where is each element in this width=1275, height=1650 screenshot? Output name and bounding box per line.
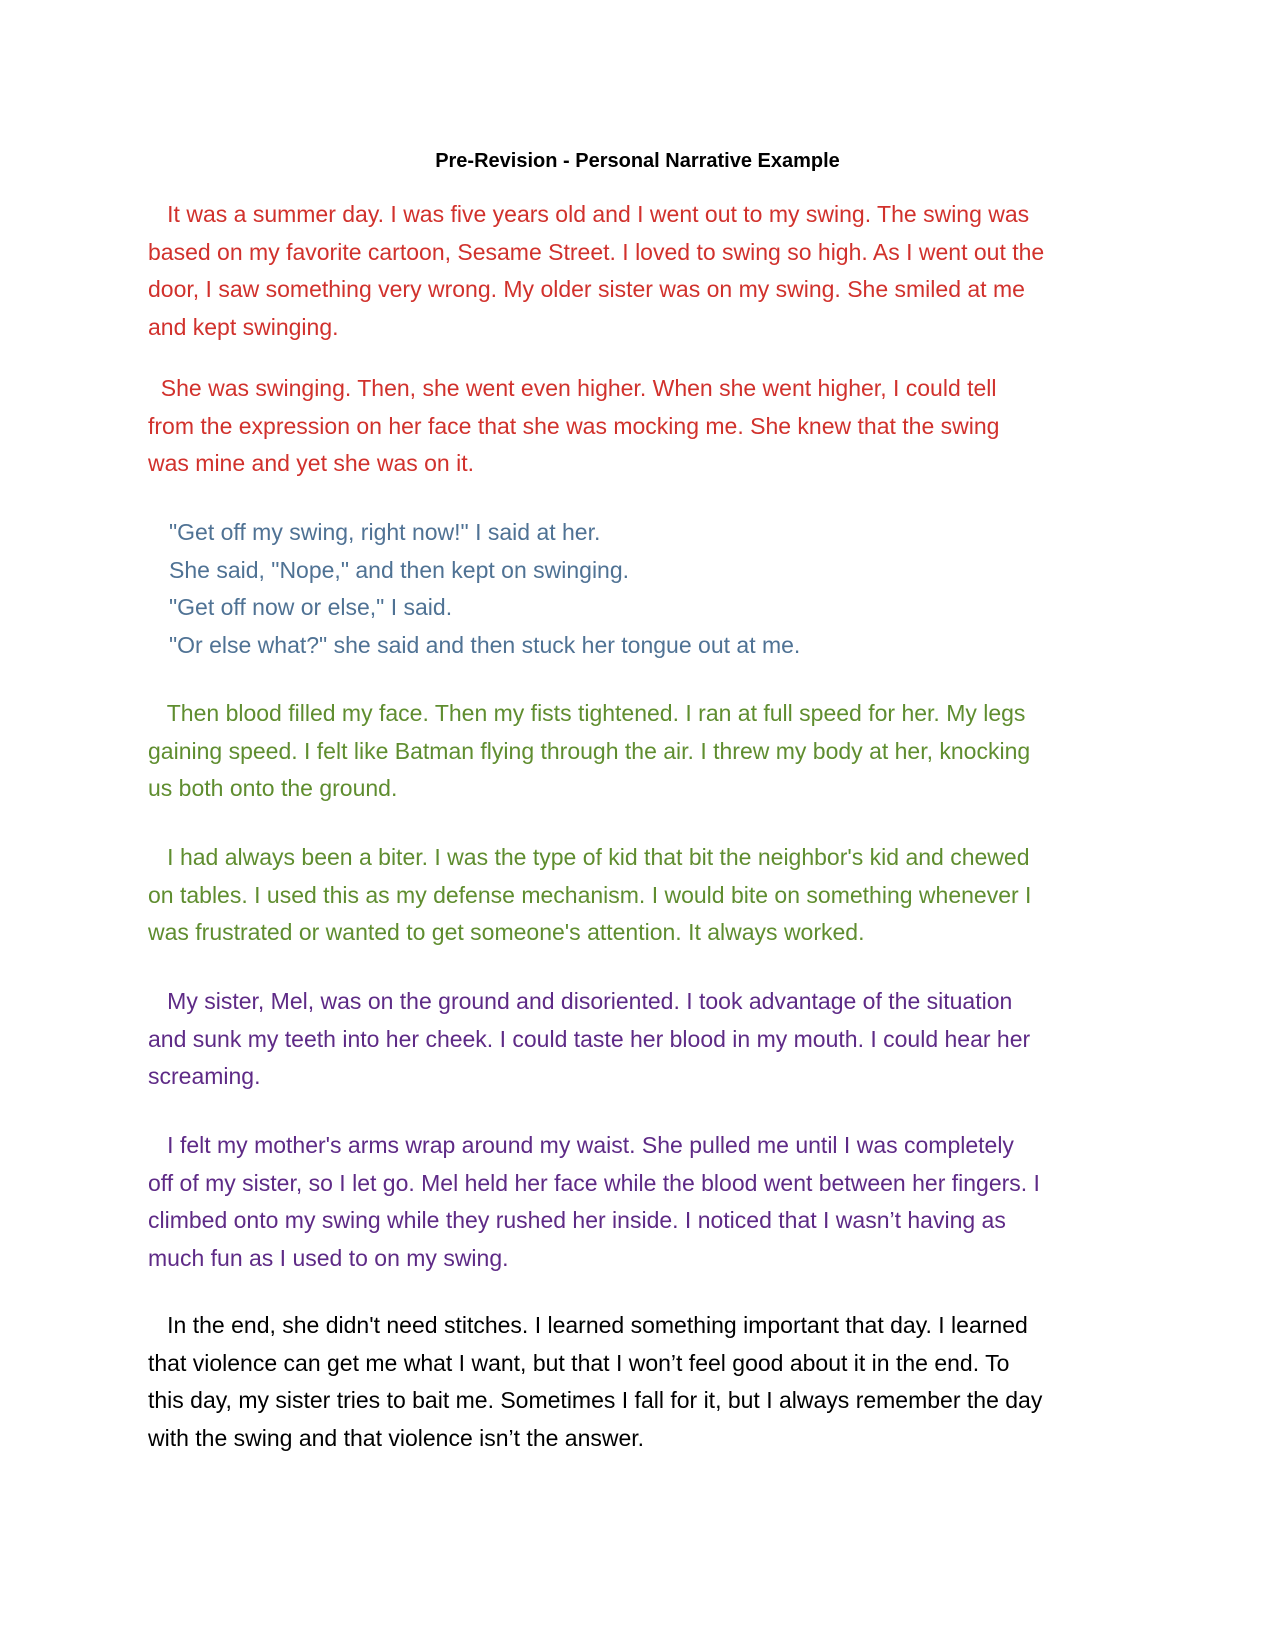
paragraph-line: based on my favorite cartoon, Sesame Street. I loved to swing so high. As I went out the	[148, 238, 1045, 265]
paragraph-line: Then blood filled my face. Then my fists tightened. I ran at full speed for her. My legs	[148, 700, 1026, 726]
paragraph-line: In the end, she didn't need stitches. I learned something important that day. I learned	[148, 1312, 1028, 1338]
paragraph-line: door, I saw something very wrong. My older sister was on my swing. She smiled at me	[148, 276, 1025, 302]
dialogue-line: "Get off my swing, right now!" I said at her.	[169, 519, 601, 545]
paragraph-line: climbed onto my swing while they rushed her inside. I noticed that I wasn’t having as	[148, 1207, 1006, 1233]
paragraph-line: from the expression on her face that she was mocking me. She knew that the swing	[148, 412, 1000, 439]
paragraph-7	[148, 1307, 1108, 1457]
paragraph-line: was mine and yet she was on it.	[148, 450, 474, 476]
paragraph-line: I felt my mother's arms wrap around my waist. She pulled me until I was completely	[148, 1132, 1014, 1158]
paragraph-line: screaming.	[148, 1063, 261, 1089]
dialogue-line: She said, "Nope," and then kept on swinging.	[169, 556, 630, 583]
dialogue-line: "Get off now or else," I said.	[169, 594, 453, 620]
paragraph-2	[148, 370, 1108, 483]
paragraph-line: She was swinging. Then, she went even higher. When she went higher, I could tell	[148, 375, 997, 401]
paragraph-1	[148, 196, 1108, 346]
dialogue-block	[169, 514, 800, 664]
paragraph-line: and sunk my teeth into her cheek. I could taste her blood in my mouth. I could hear her	[148, 1025, 1031, 1052]
paragraph-5	[148, 983, 1108, 1096]
paragraph-4	[148, 839, 1108, 952]
paragraph-line: My sister, Mel, was on the ground and disoriented. I took advantage of the situation	[148, 988, 1013, 1014]
paragraph-line: off of my sister, so I let go. Mel held her face while the blood went between her fingers. I	[148, 1169, 1040, 1196]
paragraph-line: much fun as I used to on my swing.	[148, 1244, 509, 1271]
paragraph-line: I had always been a biter. I was the type of kid that bit the neighbor's kid and chewed	[148, 844, 1030, 870]
paragraph-line: with the swing and that violence isn’t the answer.	[148, 1424, 645, 1451]
paragraph-line: this day, my sister tries to bait me. Sometimes I fall for it, but I always remember the day	[148, 1387, 1043, 1413]
paragraph-line: that violence can get me what I want, but that I won’t feel good about it in the end. To	[148, 1349, 1010, 1376]
paragraph-line: us both onto the ground.	[148, 775, 398, 801]
paragraph-line: and kept swinging.	[148, 313, 339, 340]
paragraph-line: gaining speed. I felt like Batman flying through the air. I threw my body at her, knocking	[148, 737, 1031, 764]
paragraph-line: on tables. I used this as my defense mechanism. I would bite on something whenever I	[148, 881, 1032, 908]
dialogue-line: "Or else what?" she said and then stuck her tongue out at me.	[169, 631, 801, 658]
paragraph-line: It was a summer day. I was five years old and I went out to my swing. The swing was	[148, 201, 1030, 227]
paragraph-6	[148, 1127, 1108, 1277]
paragraph-line: was frustrated or wanted to get someone's attention. It always worked.	[148, 919, 865, 945]
paragraph-3	[148, 695, 1108, 808]
page-title: Pre-Revision - Personal Narrative Example	[435, 150, 840, 172]
